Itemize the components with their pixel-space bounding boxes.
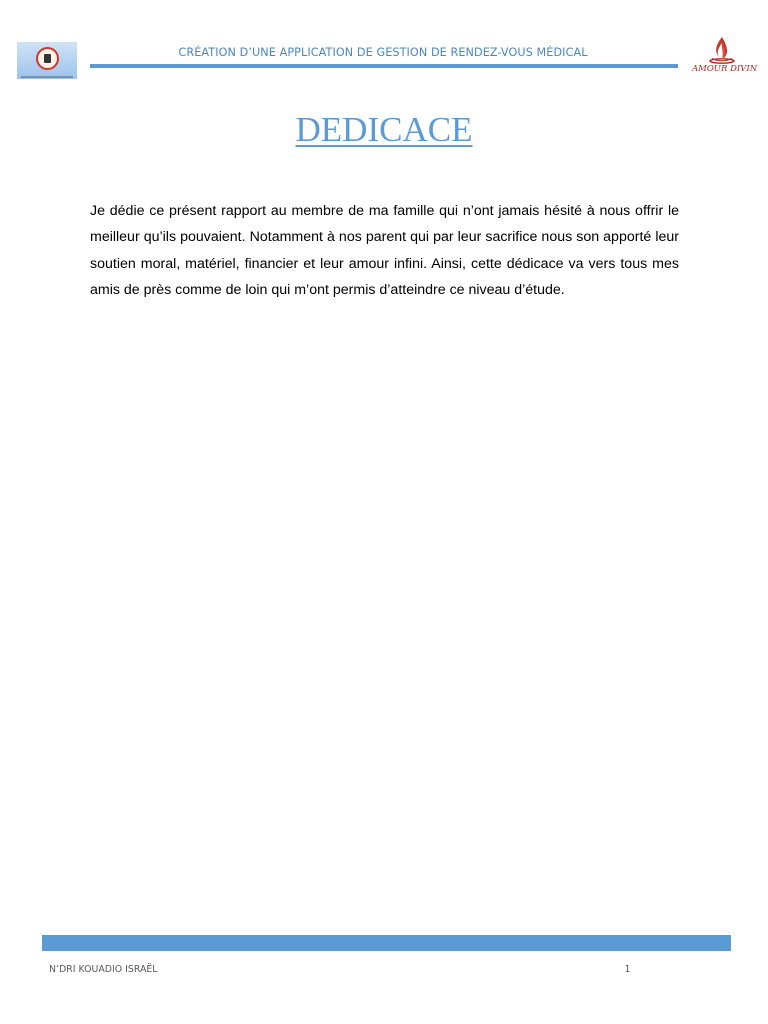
logo-right-text: AMOUR DIVIN: [692, 64, 758, 74]
emblem-caption: [21, 76, 73, 78]
footer-author: N’DRI KOUADIO ISRAËL: [49, 964, 158, 975]
page-number: 1: [624, 964, 631, 975]
dedication-paragraph: Je dédie ce présent rapport au membre de ma famille qui n’ont jamais hésité à nous offrir le meilleur qu’ils pouvaient. Notamment à nos parent qui par leur sacrifice nous son apporté leur soutien moral, matériel, financier et leur amour infini. Ainsi, cette dédicace va vers tous mes amis de près comme de loin qui m’ont permis d’atteindre ce niveau d’étude.: [90, 203, 679, 298]
header-rule: [90, 64, 678, 68]
flame-logo-icon: [692, 35, 758, 79]
school-emblem-icon: [17, 42, 77, 79]
footer-bar: [42, 935, 731, 951]
page-title: DEDICACE: [295, 110, 473, 149]
emblem-circle: [36, 47, 59, 70]
running-header-title: CRÉATION D’UNE APPLICATION DE GESTION DE RENDEZ-VOUS MÉDICAL: [178, 46, 588, 59]
